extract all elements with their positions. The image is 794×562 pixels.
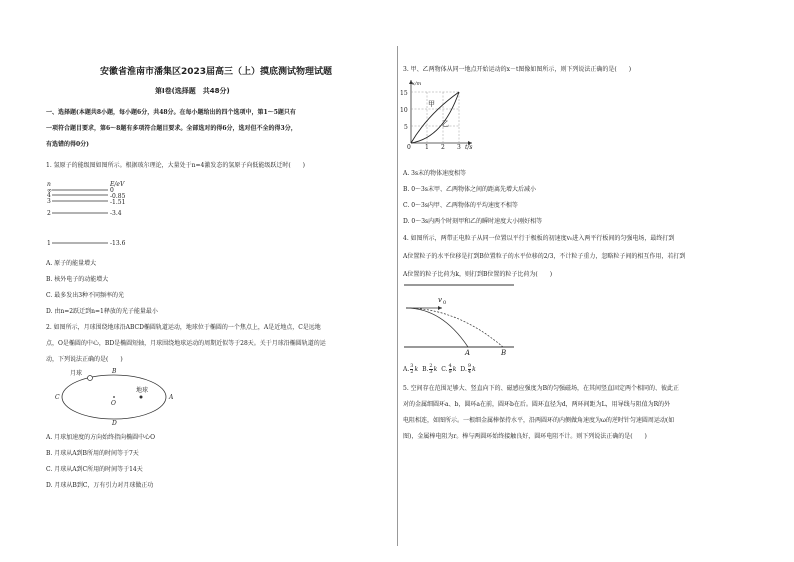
point-d-label: D xyxy=(112,420,117,425)
svg-text:3: 3 xyxy=(457,144,461,150)
level-n-3: 3 xyxy=(47,198,51,205)
q5-stem-line-2: 对的金属细圆环a、b，圆环a在前，圆环b在后。圆环直径为d，两环间距为L，用导线与阻值为R的外 xyxy=(403,401,671,408)
q1-option-a: A. 原子的能量增大 xyxy=(46,260,97,267)
q3-stem: 3. 甲、乙两物体从同一地点开始运动的x－t图像如图所示，则下列说法正确的是( ) xyxy=(403,66,632,73)
moon-dot xyxy=(88,376,93,381)
q4-option-a: A. 3 2 k xyxy=(403,363,419,375)
section-heading: 第Ⅰ卷(选择题 共48分) xyxy=(155,87,230,95)
level-e-4: -0.85 xyxy=(110,193,126,200)
level-e-1: -13.6 xyxy=(110,240,126,247)
q2-stem-line-1: 2. 如图所示，月球围绕地球沿ABCD椭圆轨道运动，地球位于椭圆的一个焦点上，A是近地点，C是远地 xyxy=(46,324,321,331)
q2-option-c: C. 月球从A到C所用的时间等于14天 xyxy=(46,466,143,473)
instructions-line-3: 有选错的得0分) xyxy=(46,141,90,148)
svg-text:5: 5 xyxy=(404,124,408,131)
energy-unit-label: E/eV xyxy=(110,181,125,188)
point-o-label: O xyxy=(111,400,116,407)
q2-option-d: D. 月球从B到C，万有引力对月球做正功 xyxy=(46,482,154,489)
n-label: n xyxy=(47,181,51,188)
svg-text:x/m: x/m xyxy=(412,81,422,87)
curve-jia xyxy=(411,92,459,143)
moon-label: 月球 xyxy=(70,370,83,377)
svg-text:0: 0 xyxy=(407,144,411,150)
q5-stem-line-3: 电阻相连，如图所示。一根细金属棒保持水平，沿两圆环的内侧做角速度为ω的逆时针匀速圆周运动(如 xyxy=(403,417,675,424)
q1-stem: 1. 氢原子的能级图如图所示。根据玻尔理论，大量处于n=4激发态的氢原子向低能级跃迁时( ) xyxy=(46,162,306,169)
q3-option-b: B. 0～3s末甲、乙两物体之间的距离先增大后减小 xyxy=(403,186,536,193)
point-a: A xyxy=(465,349,471,357)
q2-option-a: A. 月球加速度的方向始终指向椭圆中心O xyxy=(46,434,156,441)
trajectory-b xyxy=(406,308,503,347)
trajectory-a xyxy=(406,308,468,347)
center-dot xyxy=(113,396,115,398)
q4-option-b: B. 2 3 k xyxy=(422,363,438,375)
q4-stem-line-1: 4. 如图所示，两带正电粒子从同一位置以平行于极板的初速度v₀进入两平行板间的匀强电场，最终打到 xyxy=(403,235,675,242)
level-n-inf: ∞ xyxy=(47,187,52,194)
deflection-diagram xyxy=(402,280,522,360)
level-n-4: 4 xyxy=(47,192,51,199)
svg-text:甲: 甲 xyxy=(428,100,435,108)
svg-text:15: 15 xyxy=(400,90,408,97)
level-e-inf: 0 xyxy=(110,187,114,194)
instructions-line-1: 一、选择题(本题共8小题，每小题6分，共48分。在每小题给出的四个选项中，第1～5题只有 xyxy=(46,109,296,116)
svg-text:1: 1 xyxy=(425,144,429,150)
v0-sub: 0 xyxy=(443,300,447,306)
level-e-2: -3.4 xyxy=(110,210,122,217)
instructions-line-2: 一项符合题目要求，第6～8题有多项符合题目要求。全部选对的得6分，选对但不全的得3分， xyxy=(46,125,297,132)
q4-stem-line-2: A位置粒子的水平位移是打到B位置粒子的水平位移的2/3，不计粒子重力，忽略粒子间的相互作用，若打到 xyxy=(403,253,686,260)
point-b-label: B xyxy=(112,368,117,375)
earth-dot xyxy=(140,396,143,399)
v0-label: v xyxy=(438,296,442,304)
q4-stem-line-3: A位置的粒子比荷为k，则打到B位置的粒子比荷为( ) xyxy=(403,271,553,278)
svg-text:乙: 乙 xyxy=(442,120,449,128)
q2-stem-line-2: 点，O是椭圆的中心，BD是椭圆短轴，月球围绕地球运动的周期近似等于28天。关于月球沿椭圆轨道的运 xyxy=(46,340,326,347)
point-a-label: A xyxy=(169,394,174,401)
point-c-label: C xyxy=(55,394,60,401)
q1-option-d: D. 由n=2跃迁到n=1释放的光子能量最小 xyxy=(46,308,158,315)
lunar-orbit-diagram xyxy=(52,365,182,425)
svg-text:t/s: t/s xyxy=(465,144,473,150)
x-t-graph xyxy=(398,76,478,150)
q3-option-a: A. 3s末的物体速度相等 xyxy=(403,170,467,177)
level-e-3: -1.51 xyxy=(110,199,126,206)
q5-stem-line-1: 5. 空间存在范围足够大、竖直向下的、磁感应强度为B的匀强磁场，在其间竖直固定两个相同的、彼此正 xyxy=(403,385,680,392)
level-n-2: 2 xyxy=(47,210,51,217)
q1-option-c: C. 最多发出3种不同频率的光 xyxy=(46,292,125,299)
q5-stem-line-4: 图)，金属棒电阻为r。棒与两圆环始终接触良好，圆环电阻不计。则下列说法正确的是( ) xyxy=(403,433,647,440)
q4-option-d: D. 9 4 k xyxy=(460,363,476,375)
q4-option-c: C. 4 9 k xyxy=(441,363,457,375)
q3-option-d: D. 0～3s内两个时刻甲和乙的瞬时速度大小刚好相等 xyxy=(403,218,543,225)
q4-options xyxy=(403,364,476,375)
q2-option-b: B. 月球从A到B所用的时间等于7天 xyxy=(46,450,139,457)
svg-text:10: 10 xyxy=(400,107,408,114)
level-n-1: 1 xyxy=(47,240,51,247)
q1-option-b: B. 核外电子的动能增大 xyxy=(46,276,109,283)
point-b: B xyxy=(501,349,507,357)
svg-text:2: 2 xyxy=(441,144,445,150)
earth-label: 地球 xyxy=(136,387,149,394)
page-title: 安徽省淮南市潘集区2023届高三（上）摸底测试物理试题 xyxy=(100,67,333,77)
energy-level-diagram xyxy=(44,178,154,250)
q2-stem-line-3: 动，下列说法正确的是( ) xyxy=(46,356,123,363)
curve-yi xyxy=(411,92,459,143)
q3-option-c: C. 0～3s内甲、乙两物体的平均速度不相等 xyxy=(403,202,518,209)
